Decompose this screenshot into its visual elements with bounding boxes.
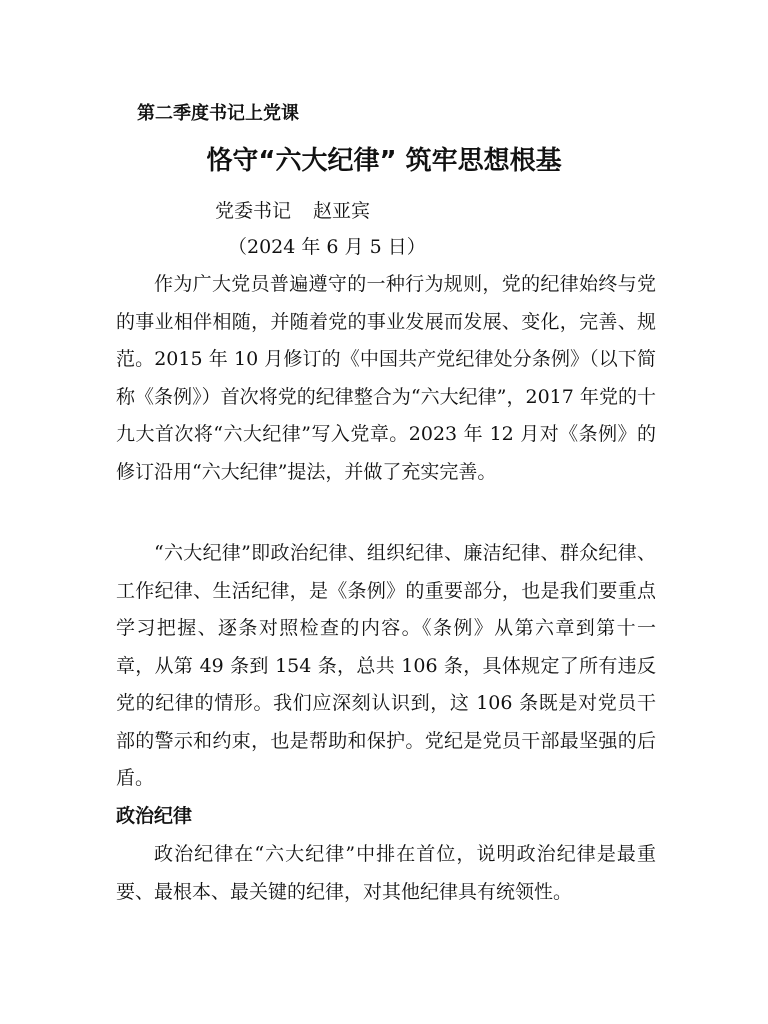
- author-name: 赵亚宾: [313, 200, 371, 222]
- paragraph-political-discipline: 政治纪律在“六大纪律”中排在首位，说明政治纪律是最重要、最根本、最关键的纪律，对其他纪律具有统领性。: [116, 843, 656, 903]
- paragraph-intro: 作为广大党员普遍遵守的一种行为规则，党的纪律始终与党的事业相伴相随，并随着党的事业发展而发展、变化，完善、规范。2015 年 10 月修订的《中国共产党纪律处分条例》（以下简称《条例》）首次将党的纪律整合为“六大纪律”，2017 年党的十九大首次将“六大纪律”写入党章。2023 年 12 月对《条例》的修订沿用“六大纪律”提法，并做了充实完善。: [116, 273, 656, 483]
- series-label: 第二季度书记上党课: [137, 103, 299, 124]
- section-heading: 政治纪律: [116, 805, 193, 827]
- author-line: [215, 197, 370, 225]
- document-title: 恪守“六大纪律” 筑牢思想根基: [206, 146, 562, 176]
- paragraph-six-disciplines: “六大纪律”即政治纪律、组织纪律、廉洁纪律、群众纪律、工作纪律、生活纪律，是《条例》的重要部分，也是我们要重点学习把握、逐条对照检查的内容。《条例》从第六章到第十一章，从第 49 条到 154 条，总共 106 条，具体规定了所有违反党的纪律的情形。我们应深刻认识到，这 106 条既是对党员干部的警示和约束，也是帮助和保护。党纪是党员干部最坚强的后盾。: [116, 542, 656, 789]
- document-date: （2024 年 6 月 5 日）: [228, 236, 426, 258]
- author-role: 党委书记: [215, 200, 292, 222]
